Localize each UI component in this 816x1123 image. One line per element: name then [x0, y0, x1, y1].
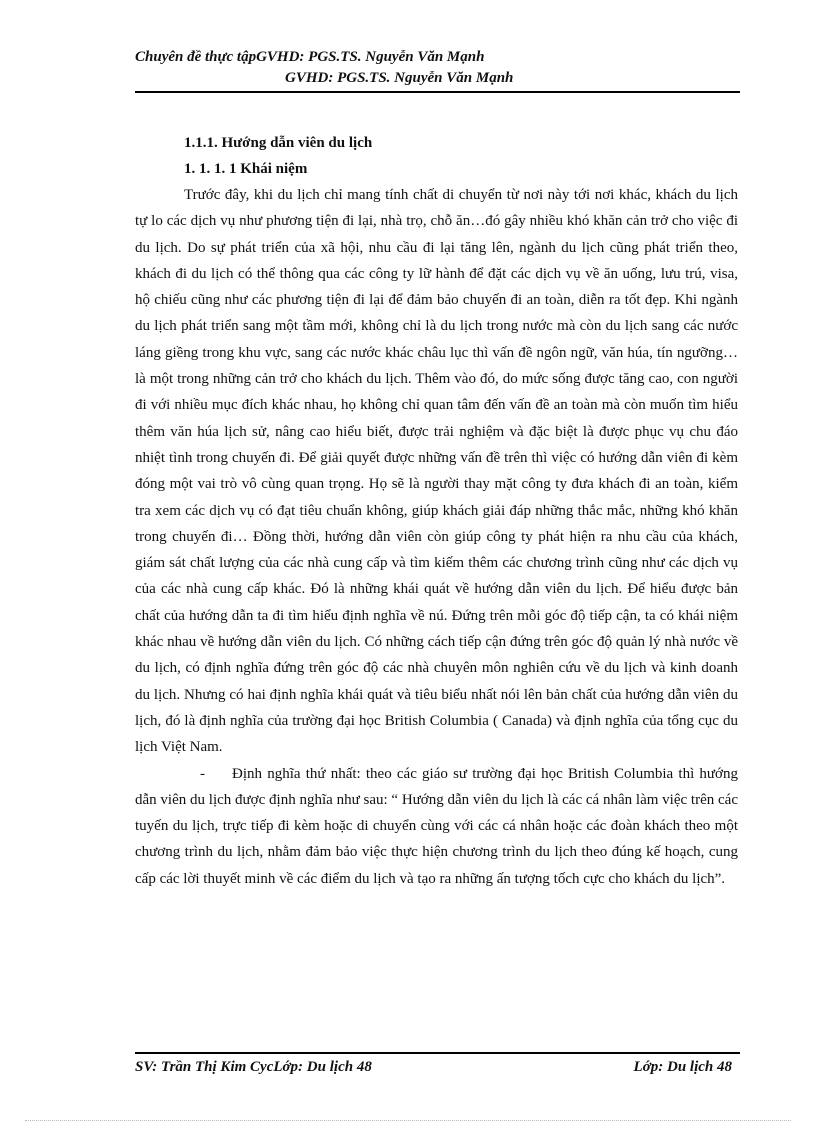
section-heading: 1.1.1. Hướng dẫn viên du lịch [184, 135, 373, 151]
header-line-1: Chuyên đề thực tậpGVHD: PGS.TS. Nguyễn Văn Mạnh [135, 49, 485, 65]
subsection-heading: 1. 1. 1. 1 Khái niệm [184, 161, 308, 177]
footer-class: Lớp: Du lịch 48 [633, 1059, 732, 1075]
page-header [135, 47, 740, 89]
footer-student: SV: Trần Thị Kim CycLớp: Du lịch 48 [135, 1059, 372, 1075]
document-body [135, 130, 738, 892]
paragraph-intro: Trước đây, khi du lịch chỉ mang tính chất di chuyển từ nơi này tới nơi khác, khách du lịch tự lo các dịch vụ như phương tiện đi lại, nhà trọ, chỗ ăn…đó gây nhiều khó khăn cản trở cho việc đi du lịch. Do sự phát triển của xã hội, nhu cầu đi lại tăng lên, ngành du lịch cũng phát triển theo, khách đi du lịch có thể thông qua các công ty lữ hành để đặt các dịch vụ về ăn uống, lưu trú, visa, hộ chiếu cũng như các phương tiện đi lại để đảm bảo chuyến đi an toàn, diễn ra tốt đẹp. Khi ngành du lịch phát triển sang một tầm mới, không chỉ là du lịch trong nước mà còn du lịch sang các nước láng giềng trong khu vực, sang các nước khác châu lục thì vấn đề ngôn ngữ, văn húa, tín ngưỡng… là một trong những cản trở cho khách du lịch. Thêm vào đó, do mức sống được tăng cao, con người đi với nhiều mục đích khác nhau, họ không chỉ quan tâm đến vấn đề an toàn mà còn muốn tìm hiểu thêm văn húa lịch sử, nâng cao hiểu biết, được trải nghiệm và đặc biệt là được phục vụ chu đáo nhiệt tình trong chuyến đi. Để giải quyết được những vấn đề trên thì việc có hướng dẫn viên đi kèm đóng một vai trò vô cùng quan trọng. Họ sẽ là người thay mặt công ty đưa khách đi an toàn, kiểm tra xem các dịch vụ có đạt tiêu chuẩn không, giúp khách giải đáp những thắc mắc, những khó khăn trong chuyến đi… Đồng thời, hướng dẫn viên còn giúp công ty phát hiện ra nhu cầu của khách, giám sát chất lượng của các nhà cung cấp và tìm kiếm thêm các chương trình cũng như các dịch vụ của các nhà cung cấp khác. Đó là những khái quát về hướng dẫn viên du lịch. Để hiểu được bản chất của hướng dẫn ta đi tìm hiểu định nghĩa về nú. Đứng trên mỗi góc độ tiếp cận, ta có khái niệm khác nhau về hướng dẫn viên du lịch. Có những cách tiếp cận đứng trên góc độ quản lý nhà nước về du lịch, có định nghĩa đứng trên góc độ các nhà chuyên môn nghiên cứu về du lịch và kinh doanh du lịch. Nhưng có hai định nghĩa khái quát và tiêu biểu nhất nói lên bản chất của hướng dẫn viên du lịch, đó là định nghĩa của trường đại học British Columbia ( Canada) và định nghĩa của tổng cục du lịch Việt Nam. [135, 187, 738, 756]
header-divider [135, 91, 740, 93]
header-line-2: GVHD: PGS.TS. Nguyễn Văn Mạnh [285, 70, 514, 86]
page-bottom-border [25, 1120, 791, 1121]
list-dash: - [200, 765, 205, 782]
paragraph-definition-text: Định nghĩa thứ nhất: theo các giáo sư trường đại học British Columbia thì hướng dẫn viên du lịch được định nghĩa như sau: “ Hướng dẫn viên du lịch là các cá nhân làm việc trên các tuyến du lịch, trực tiếp đi kèm hoặc di chuyển cùng với các cá nhân hoặc các đoàn khách theo một chương trình du lịch, nhằm đảm bảo việc thực hiện chương trình du lịch theo đúng kế hoạch, cung cấp các lời thuyết minh về các điểm du lịch và tạo ra những ấn tượng tốch cực cho khách du lịch”. [135, 765, 738, 887]
paragraph-definition-1 [135, 761, 738, 892]
footer-divider [135, 1052, 740, 1054]
